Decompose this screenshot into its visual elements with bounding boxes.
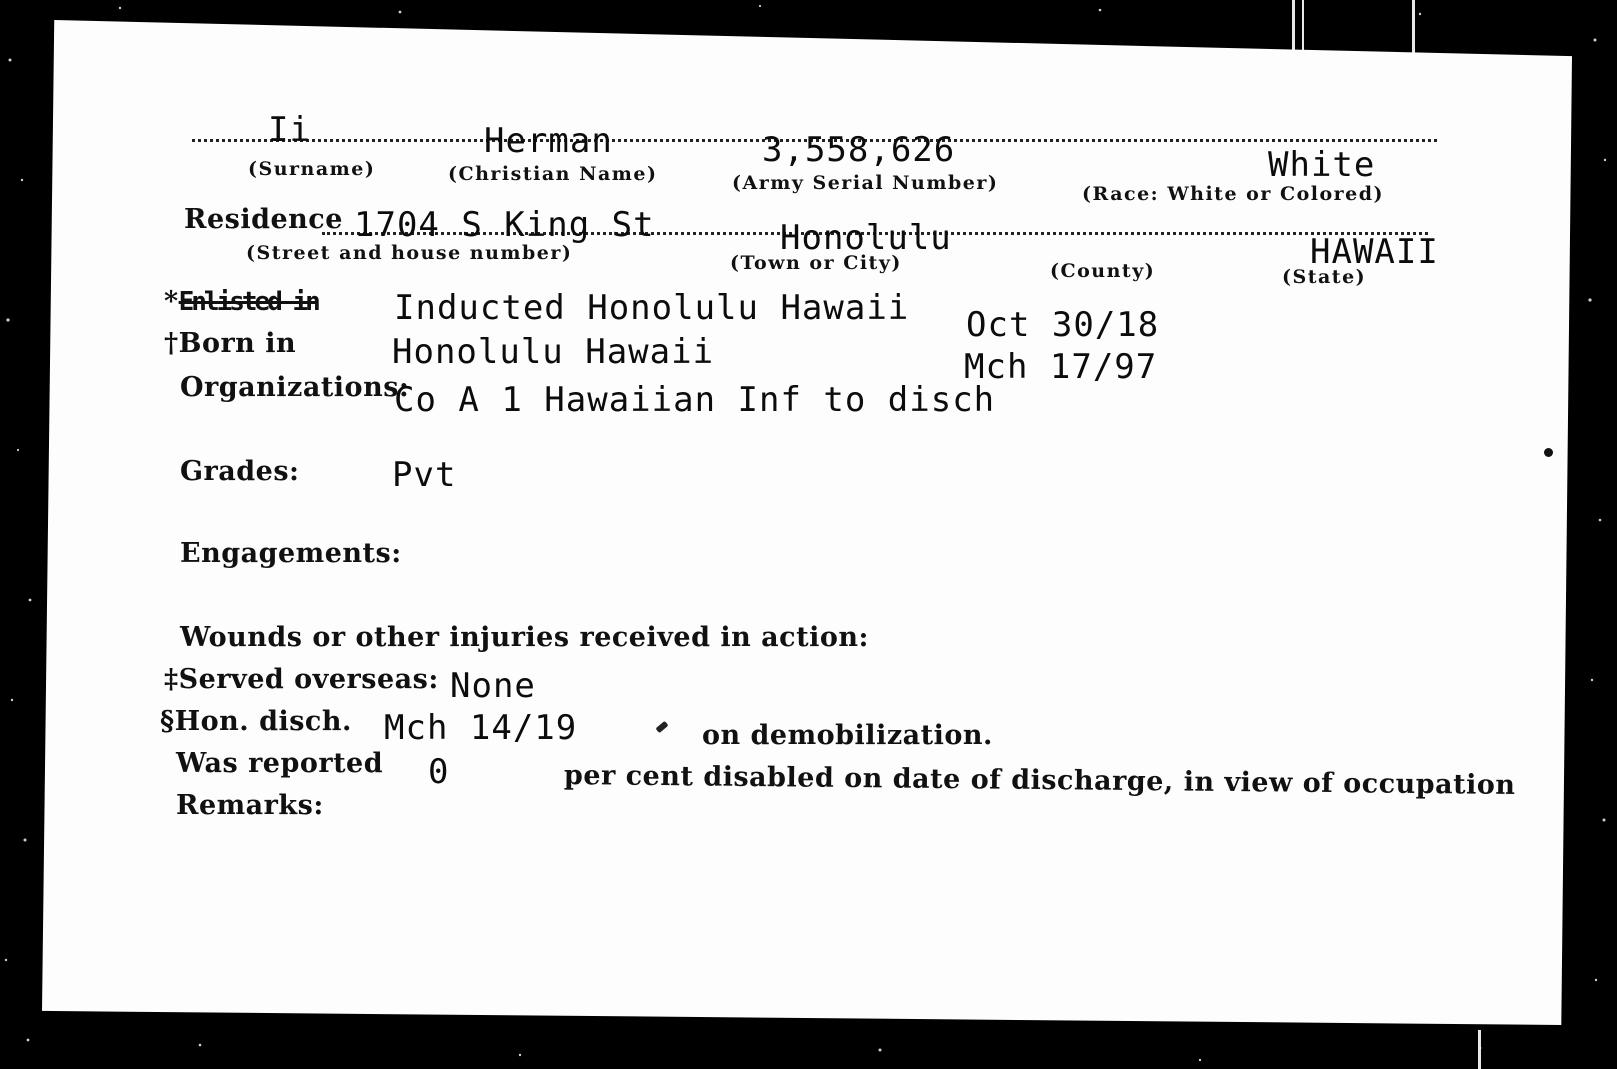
was-reported-suffix: per cent disabled on date of discharge, in view of occupation xyxy=(563,760,1516,801)
residence-state-value: HAWAII xyxy=(1310,232,1439,272)
residence-street-caption: (Street and house number) xyxy=(246,242,573,264)
wounds-label: Wounds or other injuries received in action: xyxy=(180,622,869,653)
born-place-value: Honolulu Hawaii xyxy=(392,332,715,372)
army-serial-number-value: 3,558,626 xyxy=(762,130,956,170)
residence-town-caption: (Town or City) xyxy=(730,252,902,274)
race-caption: (Race: White or Colored) xyxy=(1082,183,1385,205)
inducted-date-value: Oct 30/18 xyxy=(966,305,1160,345)
grades-label: Grades: xyxy=(180,456,300,487)
inducted-place-value: Inducted Honolulu Hawaii xyxy=(394,288,910,328)
enlisted-asterisk: * xyxy=(164,286,179,317)
served-overseas-label: ‡Served overseas: xyxy=(164,664,439,695)
enlisted-struck-label: Enlisted in xyxy=(178,287,318,317)
hon-disch-suffix: on demobilization. xyxy=(702,720,993,751)
served-overseas-value: None xyxy=(450,666,536,706)
hon-disch-label: §Hon. disch. xyxy=(160,706,352,737)
disability-percent-value: 0 xyxy=(428,752,450,792)
engagements-label: Engagements: xyxy=(180,538,402,569)
surname-value: Ii xyxy=(268,110,311,150)
remarks-label: Remarks: xyxy=(176,790,324,821)
stray-ink-dot xyxy=(1544,448,1553,457)
christian-name-caption: (Christian Name) xyxy=(448,163,658,185)
organizations-value: Co A 1 Hawaiian Inf to disch xyxy=(394,380,996,420)
residence-label: Residence xyxy=(184,204,343,235)
army-serial-number-caption: (Army Serial Number) xyxy=(732,172,999,194)
hon-disch-date-value: Mch 14/19 xyxy=(384,708,578,748)
residence-town-value: Honolulu xyxy=(780,218,952,258)
residence-county-caption: (County) xyxy=(1050,260,1156,282)
born-date-value: Mch 17/97 xyxy=(964,347,1158,387)
grades-value: Pvt xyxy=(392,455,457,495)
residence-street-value: 1704 S King St xyxy=(354,205,655,245)
race-value: White xyxy=(1268,145,1376,185)
born-label: †Born in xyxy=(164,328,297,359)
residence-state-caption: (State) xyxy=(1282,266,1367,288)
enlisted-label xyxy=(164,286,318,317)
christian-name-value: Herman xyxy=(484,121,613,161)
organizations-label: Organizations: xyxy=(180,372,410,403)
was-reported-label: Was reported xyxy=(176,748,384,779)
surname-caption: (Surname) xyxy=(248,158,376,180)
